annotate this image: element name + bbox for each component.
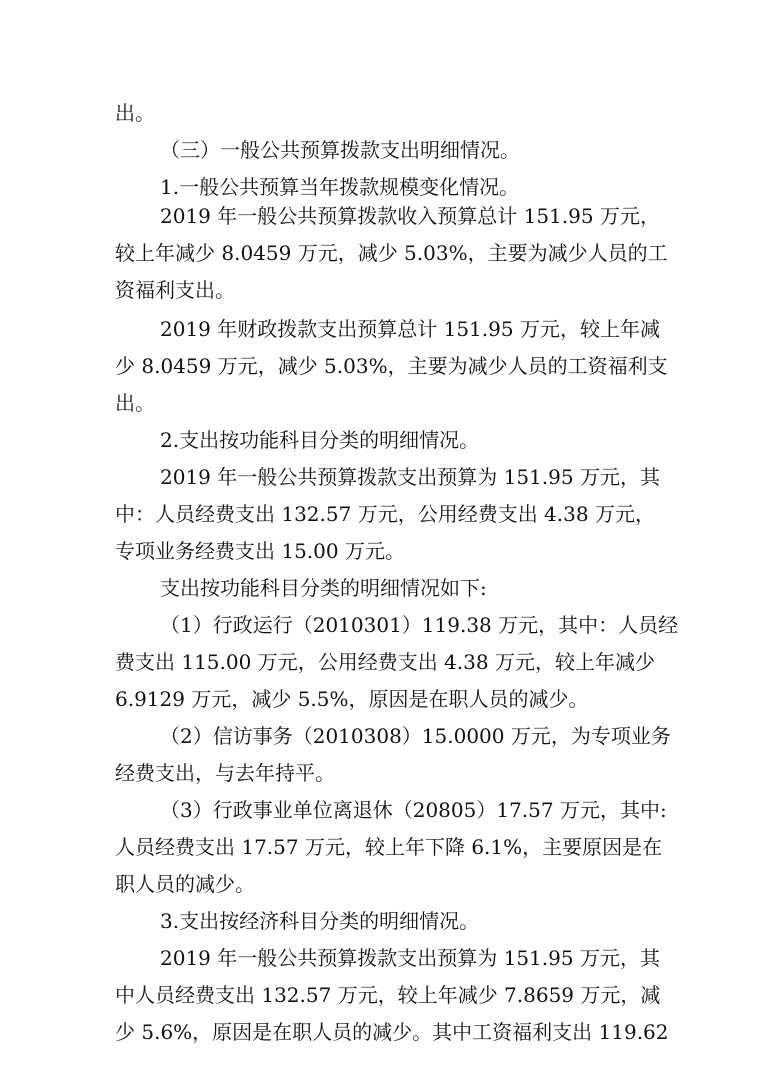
text-line: 经费支出，与去年持平。	[115, 761, 335, 785]
subsection-heading: 2.支出按功能科目分类的明细情况。	[160, 428, 480, 452]
text-line: 2019 年一般公共预算拨款支出预算为 151.95 万元，其	[160, 946, 660, 970]
text-line: 少 8.0459 万元，减少 5.03%，主要为减少人员的工资福利支	[115, 354, 668, 378]
text-line: 支出按功能科目分类的明细情况如下:	[160, 576, 487, 600]
text-line: 专项业务经费支出 15.00 万元。	[115, 539, 405, 563]
text-line: 2019 年财政拨款支出预算总计 151.95 万元，较上年减	[160, 317, 660, 341]
text-line: 出。	[115, 391, 155, 415]
text-line: 2019 年一般公共预算拨款支出预算为 151.95 万元，其	[160, 465, 660, 489]
subsection-heading: 1.一般公共预算当年拨款规模变化情况。	[160, 175, 520, 199]
text-line: 中人员经费支出 132.57 万元，较上年减少 7.8659 万元，减	[115, 983, 661, 1007]
list-item: （2）信访事务（2010308）15.0000 万元，为专项业务	[160, 724, 671, 748]
text-line: 费支出 115.00 万元，公用经费支出 4.38 万元，较上年减少	[115, 650, 655, 674]
list-item: （3）行政事业单位离退休（20805）17.57 万元，其中:	[160, 798, 667, 822]
text-line: 较上年减少 8.0459 万元，减少 5.03%，主要为减少人员的工	[115, 241, 668, 265]
text-line: 出。	[115, 101, 155, 125]
text-line: 少 5.6%，原因是在职人员的减少。其中工资福利支出 119.62	[115, 1020, 669, 1044]
text-line: 中：人员经费支出 132.57 万元，公用经费支出 4.38 万元，	[115, 502, 655, 526]
subsection-heading: 3.支出按经济科目分类的明细情况。	[160, 909, 480, 933]
section-heading: （三）一般公共预算拨款支出明细情况。	[160, 138, 520, 162]
list-item: （1）行政运行（2010301）119.38 万元，其中：人员经	[160, 613, 679, 637]
text-line: 6.9129 万元，减少 5.5%，原因是在职人员的减少。	[115, 687, 589, 711]
text-line: 2019 年一般公共预算拨款收入预算总计 151.95 万元，	[160, 204, 660, 228]
text-line: 资福利支出。	[115, 278, 235, 302]
text-line: 职人员的减少。	[115, 872, 255, 896]
text-line: 人员经费支出 17.57 万元，较上年下降 6.1%，主要原因是在	[115, 835, 663, 859]
